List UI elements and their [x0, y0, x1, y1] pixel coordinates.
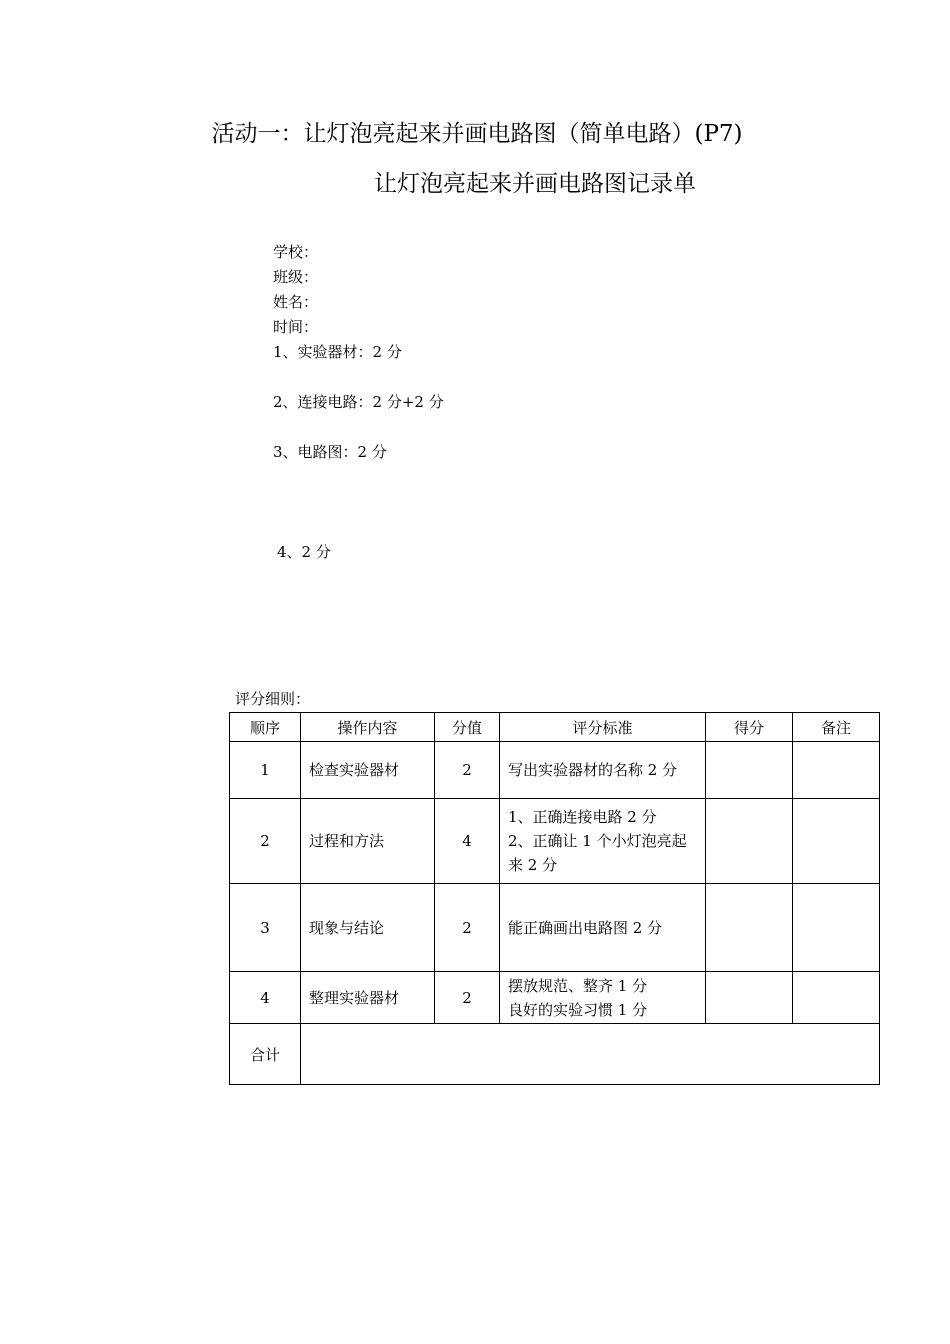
criteria-line: 1、正确连接电路 2 分	[508, 808, 657, 826]
header-score: 得分	[706, 713, 793, 742]
score-cell[interactable]	[706, 742, 793, 799]
row-content: 现象与结论	[301, 884, 435, 972]
row-criteria	[500, 799, 706, 884]
school-field-label: 学校：	[273, 243, 319, 261]
row-content: 过程和方法	[301, 799, 435, 884]
score-cell[interactable]	[706, 972, 793, 1024]
total-label: 合计	[230, 1024, 301, 1085]
header-criteria: 评分标准	[500, 713, 706, 742]
item-2-circuit: 2、连接电路：2 分+2 分	[273, 393, 444, 411]
table-row	[230, 972, 880, 1024]
class-field-label: 班级：	[273, 268, 319, 286]
scoring-label: 评分细则：	[235, 690, 311, 708]
row-points: 4	[435, 799, 500, 884]
page-title: 活动一：让灯泡亮起来并画电路图（简单电路）(P7)	[211, 121, 743, 147]
row-order: 2	[230, 799, 301, 884]
criteria-line: 写出实验器材的名称 2 分	[508, 761, 678, 779]
total-row	[230, 1024, 880, 1085]
row-content: 检查实验器材	[301, 742, 435, 799]
row-order: 1	[230, 742, 301, 799]
criteria-line: 能正确画出电路图 2 分	[508, 918, 663, 937]
name-field-label: 姓名：	[273, 293, 319, 311]
row-order: 4	[230, 972, 301, 1024]
criteria-line: 摆放规范、整齐 1 分	[508, 976, 648, 995]
table-header-row	[230, 713, 880, 742]
header-order: 顺序	[230, 713, 301, 742]
score-cell[interactable]	[706, 799, 793, 884]
time-field-label: 时间：	[273, 318, 319, 336]
item-1-equipment: 1、实验器材：2 分	[273, 343, 402, 361]
header-content: 操作内容	[301, 713, 435, 742]
row-points: 2	[435, 972, 500, 1024]
table-row	[230, 884, 880, 972]
row-points: 2	[435, 742, 500, 799]
remarks-cell[interactable]	[793, 884, 880, 972]
remarks-cell[interactable]	[793, 972, 880, 1024]
row-content: 整理实验器材	[301, 972, 435, 1024]
row-criteria	[500, 972, 706, 1024]
row-order: 3	[230, 884, 301, 972]
criteria-line: 2、正确让 1 个小灯泡亮起	[508, 832, 687, 850]
remarks-cell[interactable]	[793, 742, 880, 799]
total-value-cell[interactable]	[301, 1024, 880, 1085]
header-points: 分值	[435, 713, 500, 742]
item-3-diagram: 3、电路图：2 分	[273, 443, 387, 461]
criteria-line: 良好的实验习惯 1 分	[508, 1000, 648, 1019]
page-subtitle: 让灯泡亮起来并画电路图记录单	[374, 171, 696, 197]
table-row	[230, 742, 880, 799]
criteria-line: 来 2 分	[508, 856, 558, 874]
score-cell[interactable]	[706, 884, 793, 972]
row-criteria	[500, 742, 706, 799]
header-remarks: 备注	[793, 713, 880, 742]
item-4: 4、2 分	[277, 543, 331, 561]
remarks-cell[interactable]	[793, 799, 880, 884]
row-points: 2	[435, 884, 500, 972]
scoring-table	[229, 712, 880, 1085]
table-row	[230, 799, 880, 884]
row-criteria	[500, 884, 706, 972]
